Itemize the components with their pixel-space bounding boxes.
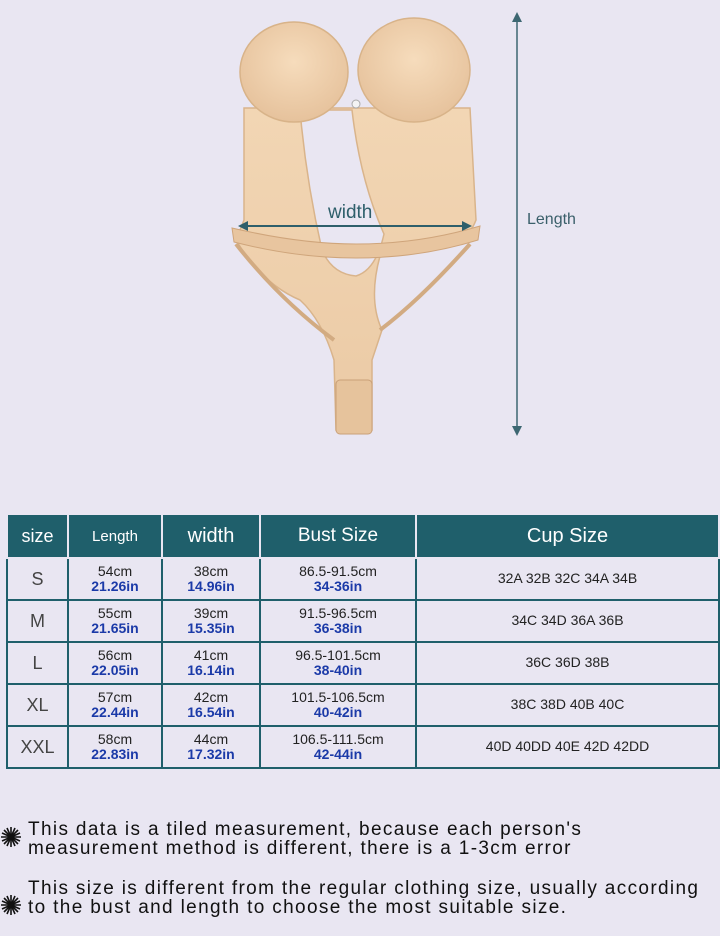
- length-in: 21.65in: [91, 620, 139, 636]
- bust-in: 40-42in: [313, 704, 363, 720]
- garment-cup-left: [240, 22, 348, 122]
- size-chart-table: [6, 513, 720, 769]
- cell-width: [162, 684, 260, 726]
- cell-length: [68, 558, 162, 600]
- cell-cup: [416, 558, 719, 600]
- size-value: S: [31, 568, 44, 589]
- header-length: Length: [68, 514, 162, 558]
- width-cm: 42cm: [193, 689, 229, 705]
- cell-length: [68, 684, 162, 726]
- bust-in: 34-36in: [313, 578, 363, 594]
- length-in: 21.26in: [91, 578, 139, 594]
- cell-size: [7, 684, 68, 726]
- width-in: 16.14in: [187, 662, 235, 678]
- cell-cup: [416, 600, 719, 642]
- cup-sizes: 36C 36D 38B: [525, 654, 610, 670]
- cell-width: [162, 642, 260, 684]
- header-size: size: [7, 514, 68, 558]
- length-in: 22.44in: [91, 704, 139, 720]
- bust-in: 42-44in: [313, 746, 363, 762]
- header-width: width: [162, 514, 260, 558]
- length-arrow-top-head: [512, 12, 522, 22]
- width-in: 14.96in: [187, 578, 235, 594]
- width-cm: 39cm: [193, 605, 229, 621]
- table-row: [7, 600, 719, 642]
- cell-cup: [416, 726, 719, 768]
- header-cup-size: Cup Size: [416, 514, 719, 558]
- bust-cm: 96.5-101.5cm: [295, 647, 381, 663]
- length-cm: 56cm: [97, 647, 133, 663]
- length-cm: 55cm: [97, 605, 133, 621]
- width-in: 16.54in: [187, 704, 235, 720]
- cell-length: [68, 642, 162, 684]
- length-arrow-bottom-head: [512, 426, 522, 436]
- table-row: [7, 726, 719, 768]
- size-value: XXL: [20, 736, 55, 757]
- cell-size: [7, 558, 68, 600]
- bust-cm: 91.5-96.5cm: [299, 605, 377, 621]
- width-cm: 41cm: [193, 647, 229, 663]
- length-cm: 57cm: [97, 689, 133, 705]
- length-cm: 54cm: [97, 563, 133, 579]
- bust-cm: 101.5-106.5cm: [291, 689, 385, 705]
- width-label: width: [328, 202, 373, 223]
- width-in: 15.35in: [187, 620, 235, 636]
- garment-crotch: [336, 380, 372, 434]
- cell-bust: [260, 600, 416, 642]
- width-cm: 38cm: [193, 563, 229, 579]
- cell-size: [7, 642, 68, 684]
- note-size-advice: This size is different from the regular clothing size, usually according to the bust and length to choose the most suitable size.: [28, 878, 700, 918]
- length-in: 22.05in: [91, 662, 139, 678]
- cell-width: [162, 726, 260, 768]
- table-row: [7, 642, 719, 684]
- bust-in: 36-38in: [313, 620, 363, 636]
- cell-size: [7, 600, 68, 642]
- table-header-row: [7, 514, 719, 558]
- size-value: L: [32, 652, 43, 673]
- note-measurement: This data is a tiled measurement, because each person's measurement method is different, there is a 1-3cm error: [28, 819, 583, 859]
- cell-bust: [260, 558, 416, 600]
- cell-bust: [260, 684, 416, 726]
- cell-size: [7, 726, 68, 768]
- asterisk-icon: [0, 894, 22, 916]
- cell-bust: [260, 726, 416, 768]
- length-label: Length: [527, 211, 576, 228]
- size-value: XL: [26, 694, 49, 715]
- cell-width: [162, 600, 260, 642]
- length-in: 22.83in: [91, 746, 139, 762]
- bust-cm: 106.5-111.5cm: [292, 731, 384, 747]
- garment-cup-right: [358, 18, 470, 122]
- width-in: 17.32in: [187, 746, 235, 762]
- cell-length: [68, 726, 162, 768]
- bust-cm: 86.5-91.5cm: [299, 563, 377, 579]
- cup-sizes: 38C 38D 40B 40C: [510, 696, 625, 712]
- cup-sizes: 34C 34D 36A 36B: [511, 612, 624, 628]
- cup-sizes: 40D 40DD 40E 42D 42DD: [485, 738, 650, 754]
- length-cm: 58cm: [97, 731, 133, 747]
- width-cm: 44cm: [193, 731, 229, 747]
- header-bust-size: Bust Size: [260, 514, 416, 558]
- size-value: M: [30, 610, 45, 631]
- cell-cup: [416, 684, 719, 726]
- cell-length: [68, 600, 162, 642]
- table-row: [7, 558, 719, 600]
- cell-cup: [416, 642, 719, 684]
- cell-bust: [260, 642, 416, 684]
- asterisk-icon: [0, 826, 22, 848]
- cell-width: [162, 558, 260, 600]
- garment-clasp: [352, 100, 360, 108]
- cup-sizes: 32A 32B 32C 34A 34B: [497, 570, 638, 586]
- table-row: [7, 684, 719, 726]
- bust-in: 38-40in: [313, 662, 363, 678]
